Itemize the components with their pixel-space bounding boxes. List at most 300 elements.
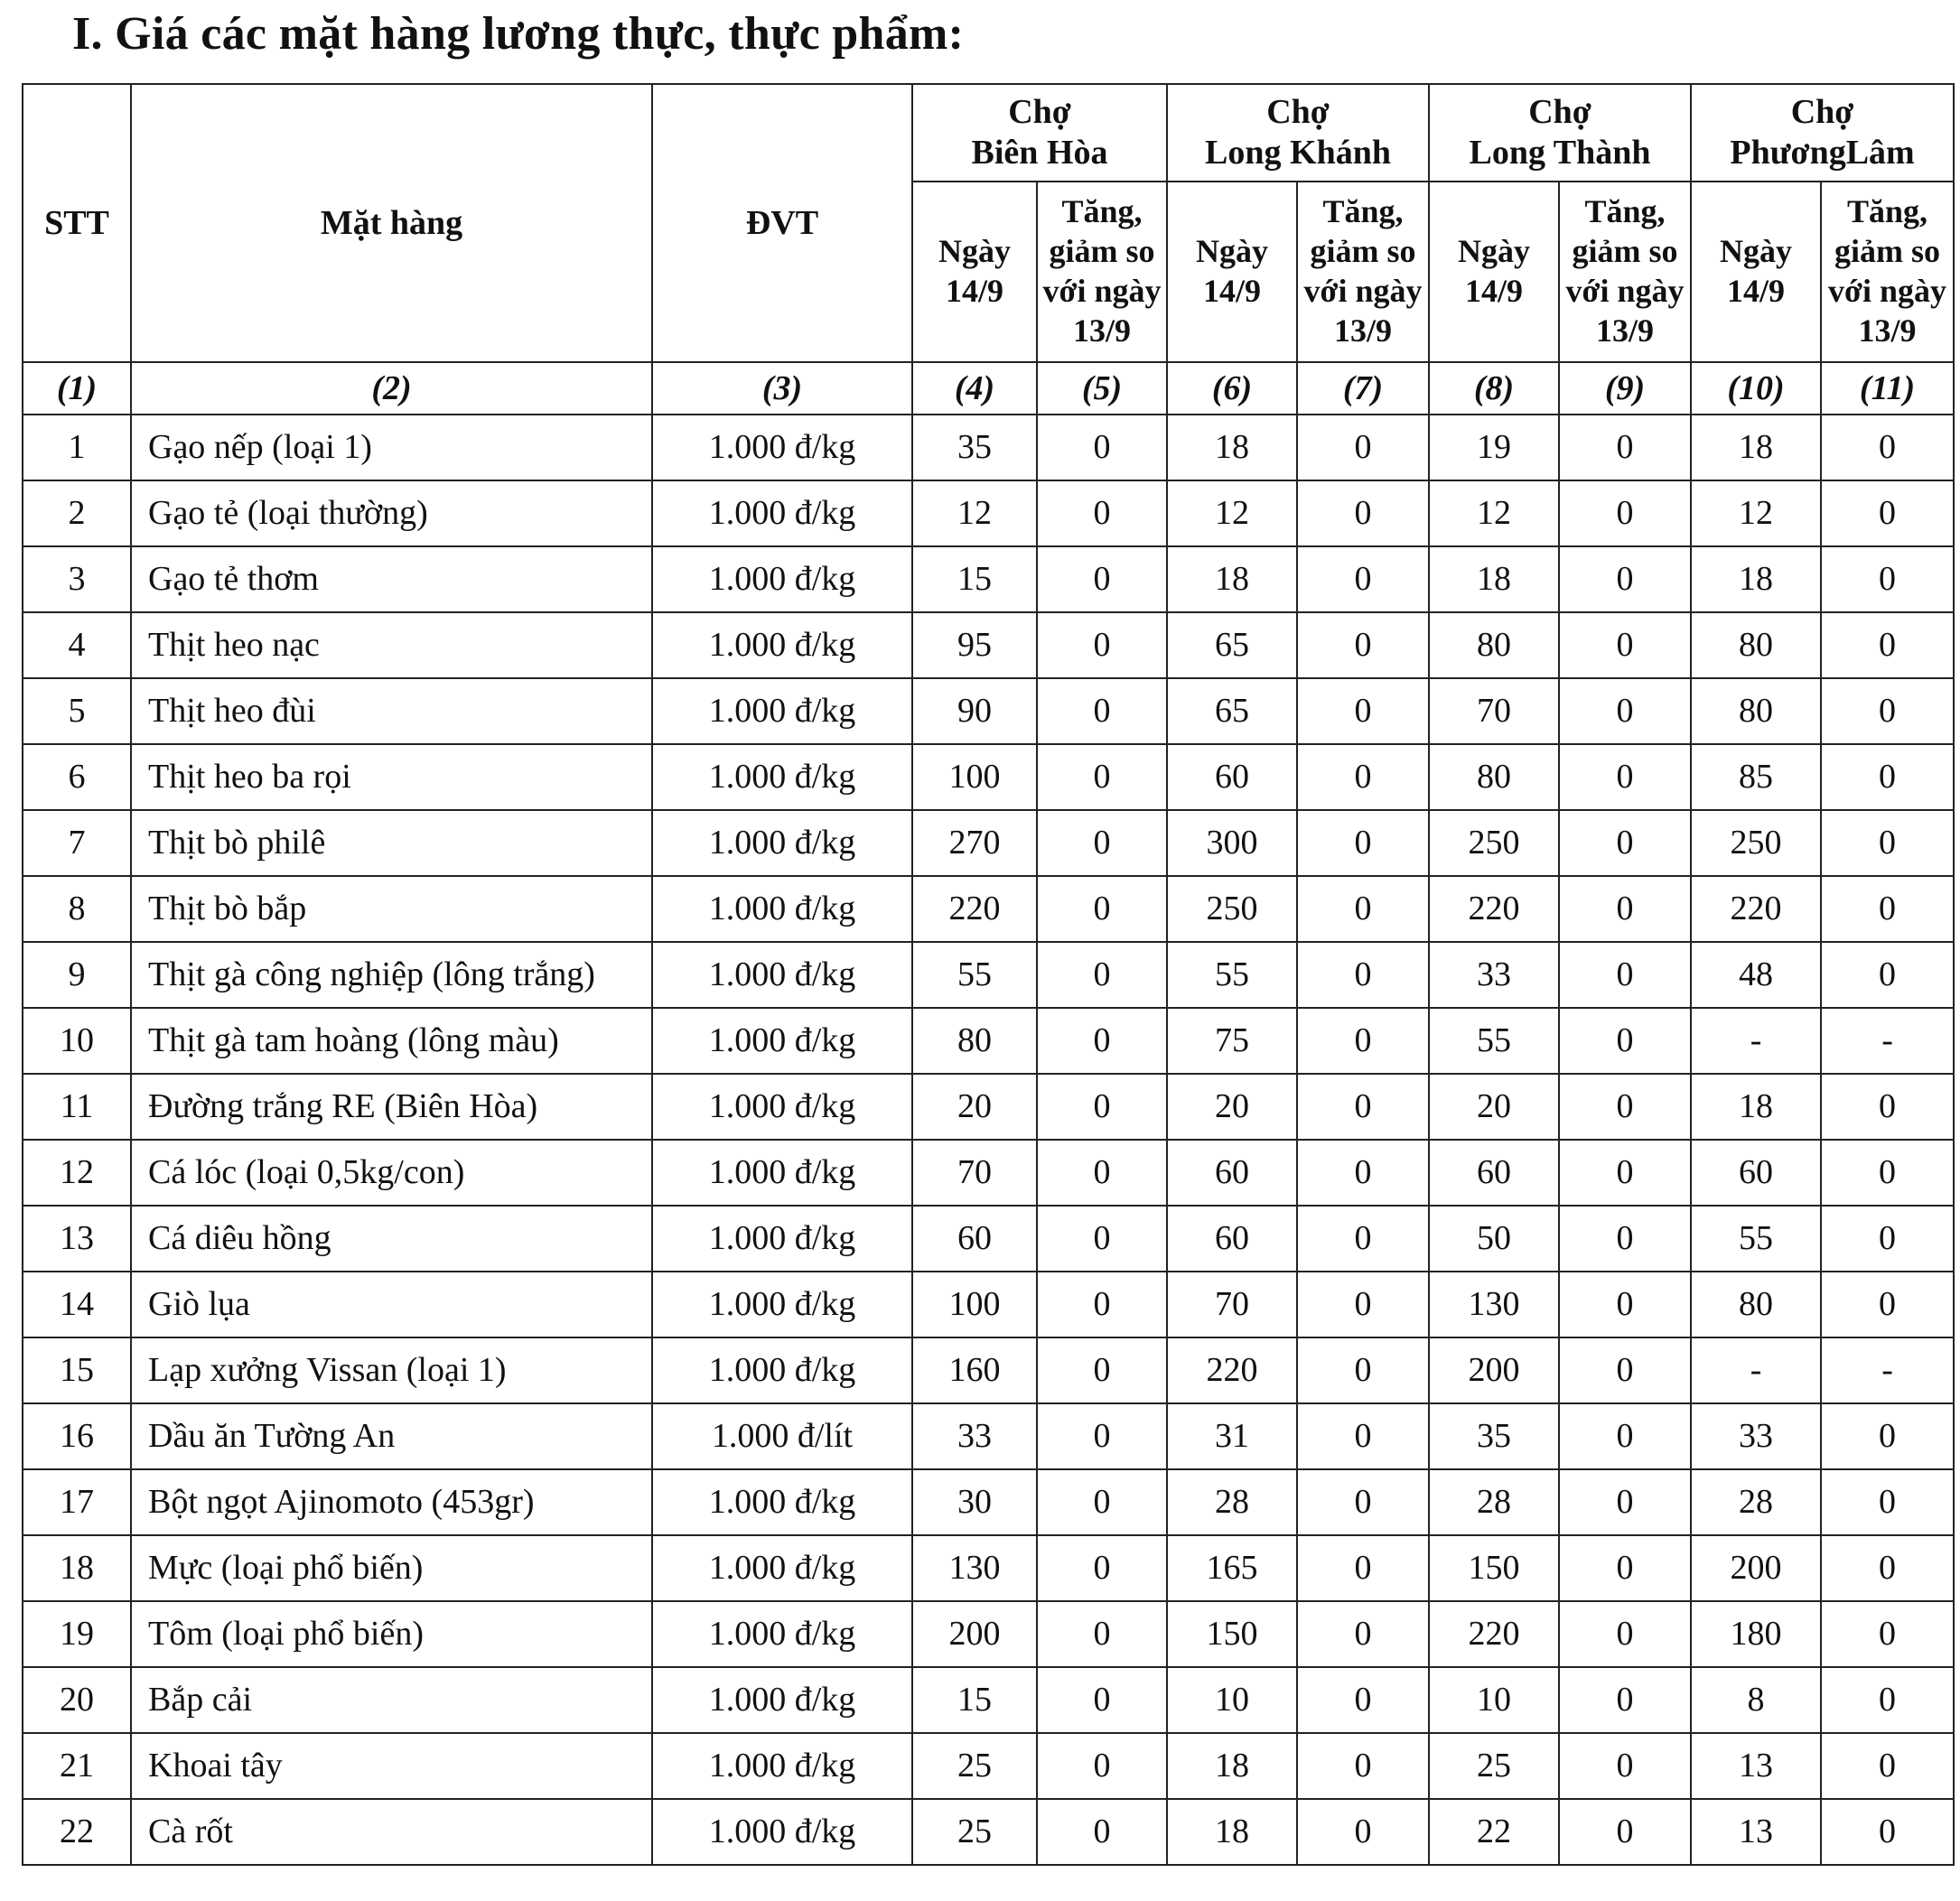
row-item-name: Giò lụa <box>131 1272 652 1337</box>
row-price-value: 80 <box>912 1008 1037 1074</box>
row-change-value: 0 <box>1297 546 1429 612</box>
row-stt: 6 <box>23 744 131 810</box>
row-item-name: Gạo tẻ (loại thường) <box>131 480 652 546</box>
row-unit: 1.000 đ/kg <box>652 876 912 942</box>
row-unit: 1.000 đ/kg <box>652 1535 912 1601</box>
column-index-cell: (3) <box>652 362 912 415</box>
row-stt: 21 <box>23 1733 131 1799</box>
row-change-value: 0 <box>1821 942 1954 1008</box>
row-change-value: 0 <box>1297 1074 1429 1140</box>
row-price-value: 220 <box>1429 876 1559 942</box>
row-item-name: Bột ngọt Ajinomoto (453gr) <box>131 1469 652 1535</box>
row-change-value: 0 <box>1821 810 1954 876</box>
table-row <box>23 1667 1954 1733</box>
row-stt: 8 <box>23 876 131 942</box>
row-change-value: 0 <box>1821 415 1954 480</box>
row-item-name: Lạp xưởng Vissan (loại 1) <box>131 1337 652 1403</box>
market-label-name: Long Khánh <box>1205 134 1391 172</box>
row-change-value: 0 <box>1297 1272 1429 1337</box>
row-price-value: 80 <box>1691 1272 1821 1337</box>
row-unit: 1.000 đ/lít <box>652 1403 912 1469</box>
header-change-label: Tăng, <box>1847 193 1928 230</box>
row-item-name: Tôm (loại phổ biến) <box>131 1601 652 1667</box>
header-market-long-khanh <box>1167 84 1429 182</box>
row-change-value: 0 <box>1037 480 1167 546</box>
row-change-value: 0 <box>1297 1667 1429 1733</box>
row-price-value: 12 <box>1691 480 1821 546</box>
row-price-value: 50 <box>1429 1206 1559 1272</box>
row-change-value: 0 <box>1297 678 1429 744</box>
row-change-value: 0 <box>1297 1008 1429 1074</box>
row-price-value: 28 <box>1691 1469 1821 1535</box>
table-row <box>23 810 1954 876</box>
row-unit: 1.000 đ/kg <box>652 1272 912 1337</box>
row-item-name: Gạo tẻ thơm <box>131 546 652 612</box>
row-price-value: 20 <box>912 1074 1037 1140</box>
row-price-value: 25 <box>912 1799 1037 1865</box>
row-change-value: 0 <box>1821 1535 1954 1601</box>
row-change-value: 0 <box>1297 1535 1429 1601</box>
header-item: Mặt hàng <box>131 84 652 362</box>
row-price-value: - <box>1691 1008 1821 1074</box>
row-unit: 1.000 đ/kg <box>652 744 912 810</box>
row-stt: 3 <box>23 546 131 612</box>
row-change-value: 0 <box>1821 678 1954 744</box>
row-change-value: 0 <box>1559 1403 1691 1469</box>
row-change-value: 0 <box>1037 1601 1167 1667</box>
row-price-value: 150 <box>1167 1601 1297 1667</box>
header-change-column <box>1297 182 1429 362</box>
header-change-label: 13/9 <box>1858 312 1917 349</box>
row-price-value: 8 <box>1691 1667 1821 1733</box>
row-change-value: 0 <box>1559 1535 1691 1601</box>
table-row <box>23 1469 1954 1535</box>
row-change-value: 0 <box>1821 876 1954 942</box>
header-date-label: Ngày <box>1720 233 1793 270</box>
row-change-value: 0 <box>1037 1535 1167 1601</box>
row-price-value: 80 <box>1691 612 1821 678</box>
row-price-value: 28 <box>1429 1469 1559 1535</box>
row-unit: 1.000 đ/kg <box>652 678 912 744</box>
row-price-value: 65 <box>1167 678 1297 744</box>
row-price-value: 60 <box>1167 744 1297 810</box>
row-price-value: 55 <box>1429 1008 1559 1074</box>
row-change-value: 0 <box>1037 546 1167 612</box>
row-price-value: 95 <box>912 612 1037 678</box>
row-price-value: 80 <box>1429 744 1559 810</box>
row-stt: 7 <box>23 810 131 876</box>
row-change-value: 0 <box>1559 1337 1691 1403</box>
row-change-value: 0 <box>1821 1601 1954 1667</box>
header-market-phuong-lam <box>1691 84 1954 182</box>
market-label-prefix: Chợ <box>1008 93 1071 132</box>
market-label-name: Biên Hòa <box>971 134 1108 172</box>
row-change-value: 0 <box>1821 546 1954 612</box>
row-price-value: 220 <box>1167 1337 1297 1403</box>
header-change-label: 13/9 <box>1334 312 1393 349</box>
row-price-value: 100 <box>912 1272 1037 1337</box>
header-change-label: 13/9 <box>1596 312 1655 349</box>
column-index-cell: (11) <box>1821 362 1954 415</box>
row-item-name: Mực (loại phổ biến) <box>131 1535 652 1601</box>
row-unit: 1.000 đ/kg <box>652 810 912 876</box>
row-price-value: 55 <box>1167 942 1297 1008</box>
row-unit: 1.000 đ/kg <box>652 1733 912 1799</box>
row-change-value: 0 <box>1821 1206 1954 1272</box>
header-change-label: giảm so <box>1310 233 1416 270</box>
row-stt: 15 <box>23 1337 131 1403</box>
row-change-value: 0 <box>1297 612 1429 678</box>
row-item-name: Đường trắng RE (Biên Hòa) <box>131 1074 652 1140</box>
row-change-value: 0 <box>1037 1403 1167 1469</box>
header-row-markets <box>23 84 1954 182</box>
row-change-value: 0 <box>1297 810 1429 876</box>
row-unit: 1.000 đ/kg <box>652 1206 912 1272</box>
market-label-prefix: Chợ <box>1528 93 1591 132</box>
table-row <box>23 546 1954 612</box>
row-price-value: 12 <box>912 480 1037 546</box>
row-item-name: Thịt bò bắp <box>131 876 652 942</box>
header-change-label: Tăng, <box>1322 193 1404 230</box>
row-stt: 22 <box>23 1799 131 1865</box>
header-date-column <box>1691 182 1821 362</box>
row-price-value: 12 <box>1429 480 1559 546</box>
row-change-value: 0 <box>1821 1403 1954 1469</box>
row-price-value: 13 <box>1691 1799 1821 1865</box>
row-price-value: 15 <box>912 546 1037 612</box>
table-row <box>23 1535 1954 1601</box>
row-price-value: - <box>1691 1337 1821 1403</box>
table-row <box>23 415 1954 480</box>
row-change-value: 0 <box>1037 942 1167 1008</box>
row-stt: 16 <box>23 1403 131 1469</box>
row-change-value: 0 <box>1559 1140 1691 1206</box>
row-unit: 1.000 đ/kg <box>652 1008 912 1074</box>
row-unit: 1.000 đ/kg <box>652 1799 912 1865</box>
row-price-value: 220 <box>912 876 1037 942</box>
table-row <box>23 1008 1954 1074</box>
row-price-value: 33 <box>912 1403 1037 1469</box>
row-change-value: 0 <box>1559 1074 1691 1140</box>
row-change-value: 0 <box>1559 678 1691 744</box>
row-stt: 14 <box>23 1272 131 1337</box>
row-unit: 1.000 đ/kg <box>652 1667 912 1733</box>
row-price-value: 70 <box>1429 678 1559 744</box>
table-header <box>23 84 1954 415</box>
row-change-value: 0 <box>1559 876 1691 942</box>
row-price-value: 10 <box>1429 1667 1559 1733</box>
row-price-value: 100 <box>912 744 1037 810</box>
row-price-value: 18 <box>1691 415 1821 480</box>
row-item-name: Thịt heo đùi <box>131 678 652 744</box>
row-unit: 1.000 đ/kg <box>652 942 912 1008</box>
row-change-value: 0 <box>1037 1733 1167 1799</box>
row-change-value: 0 <box>1559 942 1691 1008</box>
column-index-row <box>23 362 1954 415</box>
row-price-value: 60 <box>1691 1140 1821 1206</box>
row-price-value: 25 <box>1429 1733 1559 1799</box>
row-change-value: 0 <box>1037 1074 1167 1140</box>
row-price-value: 60 <box>1167 1140 1297 1206</box>
row-price-value: 28 <box>1167 1469 1297 1535</box>
row-price-value: 13 <box>1691 1733 1821 1799</box>
row-change-value: 0 <box>1297 415 1429 480</box>
row-unit: 1.000 đ/kg <box>652 1140 912 1206</box>
header-date-label: Ngày <box>1458 233 1531 270</box>
row-change-value: 0 <box>1037 1799 1167 1865</box>
row-price-value: 10 <box>1167 1667 1297 1733</box>
header-change-column <box>1037 182 1167 362</box>
header-date-value: 14/9 <box>1202 273 1261 309</box>
price-table <box>22 83 1955 1866</box>
row-item-name: Thịt gà tam hoàng (lông màu) <box>131 1008 652 1074</box>
table-row <box>23 1601 1954 1667</box>
row-change-value: 0 <box>1821 1667 1954 1733</box>
row-stt: 18 <box>23 1535 131 1601</box>
row-price-value: 80 <box>1691 678 1821 744</box>
row-price-value: 55 <box>912 942 1037 1008</box>
row-unit: 1.000 đ/kg <box>652 1469 912 1535</box>
row-price-value: 220 <box>1691 876 1821 942</box>
row-change-value: 0 <box>1297 1799 1429 1865</box>
header-change-label: với ngày <box>1828 273 1947 309</box>
header-date-column <box>1429 182 1559 362</box>
row-unit: 1.000 đ/kg <box>652 480 912 546</box>
row-change-value: 0 <box>1559 1799 1691 1865</box>
row-item-name: Cá lóc (loại 0,5kg/con) <box>131 1140 652 1206</box>
row-price-value: 60 <box>912 1206 1037 1272</box>
row-change-value: 0 <box>1297 1140 1429 1206</box>
row-price-value: 130 <box>912 1535 1037 1601</box>
row-stt: 1 <box>23 415 131 480</box>
section-title: I. Giá các mặt hàng lương thực, thực phẩm: <box>72 8 965 60</box>
row-change-value: 0 <box>1297 744 1429 810</box>
row-price-value: 30 <box>912 1469 1037 1535</box>
market-label-name: Long Thành <box>1469 134 1651 172</box>
row-price-value: 60 <box>1429 1140 1559 1206</box>
row-stt: 2 <box>23 480 131 546</box>
column-index-cell: (1) <box>23 362 131 415</box>
row-stt: 13 <box>23 1206 131 1272</box>
row-change-value: 0 <box>1821 1272 1954 1337</box>
header-date-label: Ngày <box>1196 233 1268 270</box>
row-price-value: 18 <box>1691 546 1821 612</box>
market-label-prefix: Chợ <box>1266 93 1330 132</box>
row-price-value: 19 <box>1429 415 1559 480</box>
row-change-value: 0 <box>1297 1733 1429 1799</box>
header-stt: STT <box>23 84 131 362</box>
row-change-value: 0 <box>1559 546 1691 612</box>
row-change-value: 0 <box>1559 1008 1691 1074</box>
row-price-value: 20 <box>1167 1074 1297 1140</box>
row-price-value: 160 <box>912 1337 1037 1403</box>
row-price-value: 220 <box>1429 1601 1559 1667</box>
row-price-value: 25 <box>912 1733 1037 1799</box>
row-price-value: 130 <box>1429 1272 1559 1337</box>
row-price-value: 80 <box>1429 612 1559 678</box>
row-stt: 4 <box>23 612 131 678</box>
table-row <box>23 1272 1954 1337</box>
row-price-value: 20 <box>1429 1074 1559 1140</box>
row-price-value: 200 <box>1691 1535 1821 1601</box>
header-change-label: với ngày <box>1042 273 1162 309</box>
row-change-value: 0 <box>1297 1206 1429 1272</box>
row-price-value: 85 <box>1691 744 1821 810</box>
row-stt: 11 <box>23 1074 131 1140</box>
row-change-value: 0 <box>1559 480 1691 546</box>
header-change-label: giảm so <box>1834 233 1941 270</box>
header-change-label: với ngày <box>1303 273 1423 309</box>
row-change-value: 0 <box>1037 1008 1167 1074</box>
row-unit: 1.000 đ/kg <box>652 1601 912 1667</box>
header-change-column <box>1559 182 1691 362</box>
row-change-value: 0 <box>1559 1667 1691 1733</box>
table-row <box>23 1206 1954 1272</box>
row-price-value: 60 <box>1167 1206 1297 1272</box>
header-unit: ĐVT <box>652 84 912 362</box>
header-market-bien-hoa <box>912 84 1167 182</box>
row-change-value: 0 <box>1037 1667 1167 1733</box>
header-date-column <box>912 182 1037 362</box>
row-price-value: 35 <box>912 415 1037 480</box>
row-item-name: Thịt heo nạc <box>131 612 652 678</box>
header-change-label: giảm so <box>1572 233 1678 270</box>
row-item-name: Thịt heo ba rọi <box>131 744 652 810</box>
row-price-value: 150 <box>1429 1535 1559 1601</box>
row-item-name: Cá diêu hồng <box>131 1206 652 1272</box>
header-change-label: giảm so <box>1049 233 1155 270</box>
row-price-value: 15 <box>912 1667 1037 1733</box>
table-row <box>23 480 1954 546</box>
row-stt: 9 <box>23 942 131 1008</box>
row-change-value: 0 <box>1037 1469 1167 1535</box>
row-price-value: 18 <box>1167 546 1297 612</box>
table-row <box>23 1733 1954 1799</box>
row-price-value: 33 <box>1691 1403 1821 1469</box>
row-change-value: 0 <box>1821 1074 1954 1140</box>
row-change-value: 0 <box>1559 810 1691 876</box>
row-stt: 19 <box>23 1601 131 1667</box>
table-row <box>23 942 1954 1008</box>
row-change-value: 0 <box>1037 1272 1167 1337</box>
table-row <box>23 1799 1954 1865</box>
row-price-value: 48 <box>1691 942 1821 1008</box>
row-price-value: 70 <box>1167 1272 1297 1337</box>
table-row <box>23 1337 1954 1403</box>
row-change-value: 0 <box>1037 1140 1167 1206</box>
header-date-value: 14/9 <box>1465 273 1524 309</box>
row-price-value: 70 <box>912 1140 1037 1206</box>
row-change-value: 0 <box>1037 678 1167 744</box>
table-row <box>23 744 1954 810</box>
row-price-value: 270 <box>912 810 1037 876</box>
row-change-value: 0 <box>1821 1469 1954 1535</box>
row-change-value: 0 <box>1559 1272 1691 1337</box>
market-label-name: PhươngLâm <box>1730 134 1915 172</box>
row-change-value: 0 <box>1297 942 1429 1008</box>
row-change-value: 0 <box>1559 612 1691 678</box>
header-change-label: Tăng, <box>1584 193 1666 230</box>
row-change-value: 0 <box>1559 1206 1691 1272</box>
column-index-cell: (10) <box>1691 362 1821 415</box>
row-price-value: 65 <box>1167 612 1297 678</box>
header-date-value: 14/9 <box>945 273 1003 309</box>
row-change-value: 0 <box>1559 415 1691 480</box>
row-price-value: 300 <box>1167 810 1297 876</box>
row-stt: 20 <box>23 1667 131 1733</box>
table-row <box>23 612 1954 678</box>
row-change-value: 0 <box>1559 1733 1691 1799</box>
row-price-value: 75 <box>1167 1008 1297 1074</box>
header-change-label: 13/9 <box>1072 312 1131 349</box>
row-change-value: 0 <box>1821 612 1954 678</box>
table-row <box>23 1403 1954 1469</box>
row-price-value: 18 <box>1167 1733 1297 1799</box>
table-row <box>23 876 1954 942</box>
row-item-name: Dầu ăn Tường An <box>131 1403 652 1469</box>
market-label-prefix: Chợ <box>1790 93 1854 132</box>
row-change-value: 0 <box>1821 744 1954 810</box>
row-price-value: 250 <box>1429 810 1559 876</box>
row-price-value: 18 <box>1167 415 1297 480</box>
row-stt: 17 <box>23 1469 131 1535</box>
column-index-cell: (6) <box>1167 362 1297 415</box>
header-change-column <box>1821 182 1954 362</box>
header-date-label: Ngày <box>938 233 1011 270</box>
row-change-value: 0 <box>1037 810 1167 876</box>
row-unit: 1.000 đ/kg <box>652 1337 912 1403</box>
row-change-value: 0 <box>1297 1403 1429 1469</box>
column-index-cell: (7) <box>1297 362 1429 415</box>
row-price-value: 18 <box>1429 546 1559 612</box>
row-price-value: 250 <box>1691 810 1821 876</box>
row-price-value: 200 <box>912 1601 1037 1667</box>
row-change-value: 0 <box>1297 480 1429 546</box>
row-stt: 10 <box>23 1008 131 1074</box>
row-item-name: Cà rốt <box>131 1799 652 1865</box>
row-change-value: 0 <box>1297 876 1429 942</box>
row-price-value: 250 <box>1167 876 1297 942</box>
row-change-value: 0 <box>1037 744 1167 810</box>
column-index-cell: (5) <box>1037 362 1167 415</box>
row-change-value: 0 <box>1297 1469 1429 1535</box>
table-row <box>23 1140 1954 1206</box>
header-date-column <box>1167 182 1297 362</box>
row-price-value: 55 <box>1691 1206 1821 1272</box>
row-change-value: 0 <box>1297 1337 1429 1403</box>
row-change-value: - <box>1821 1337 1954 1403</box>
row-change-value: 0 <box>1821 1733 1954 1799</box>
row-change-value: 0 <box>1297 1601 1429 1667</box>
row-price-value: 33 <box>1429 942 1559 1008</box>
row-item-name: Gạo nếp (loại 1) <box>131 415 652 480</box>
row-change-value: 0 <box>1559 1469 1691 1535</box>
row-price-value: 22 <box>1429 1799 1559 1865</box>
row-change-value: 0 <box>1821 1140 1954 1206</box>
column-index-cell: (2) <box>131 362 652 415</box>
row-price-value: 200 <box>1429 1337 1559 1403</box>
row-unit: 1.000 đ/kg <box>652 612 912 678</box>
table-row <box>23 1074 1954 1140</box>
table-row <box>23 678 1954 744</box>
row-price-value: 90 <box>912 678 1037 744</box>
row-unit: 1.000 đ/kg <box>652 546 912 612</box>
row-change-value: 0 <box>1559 744 1691 810</box>
row-change-value: 0 <box>1037 876 1167 942</box>
column-index-cell: (9) <box>1559 362 1691 415</box>
header-market-long-thanh <box>1429 84 1691 182</box>
table-body <box>23 415 1954 1865</box>
